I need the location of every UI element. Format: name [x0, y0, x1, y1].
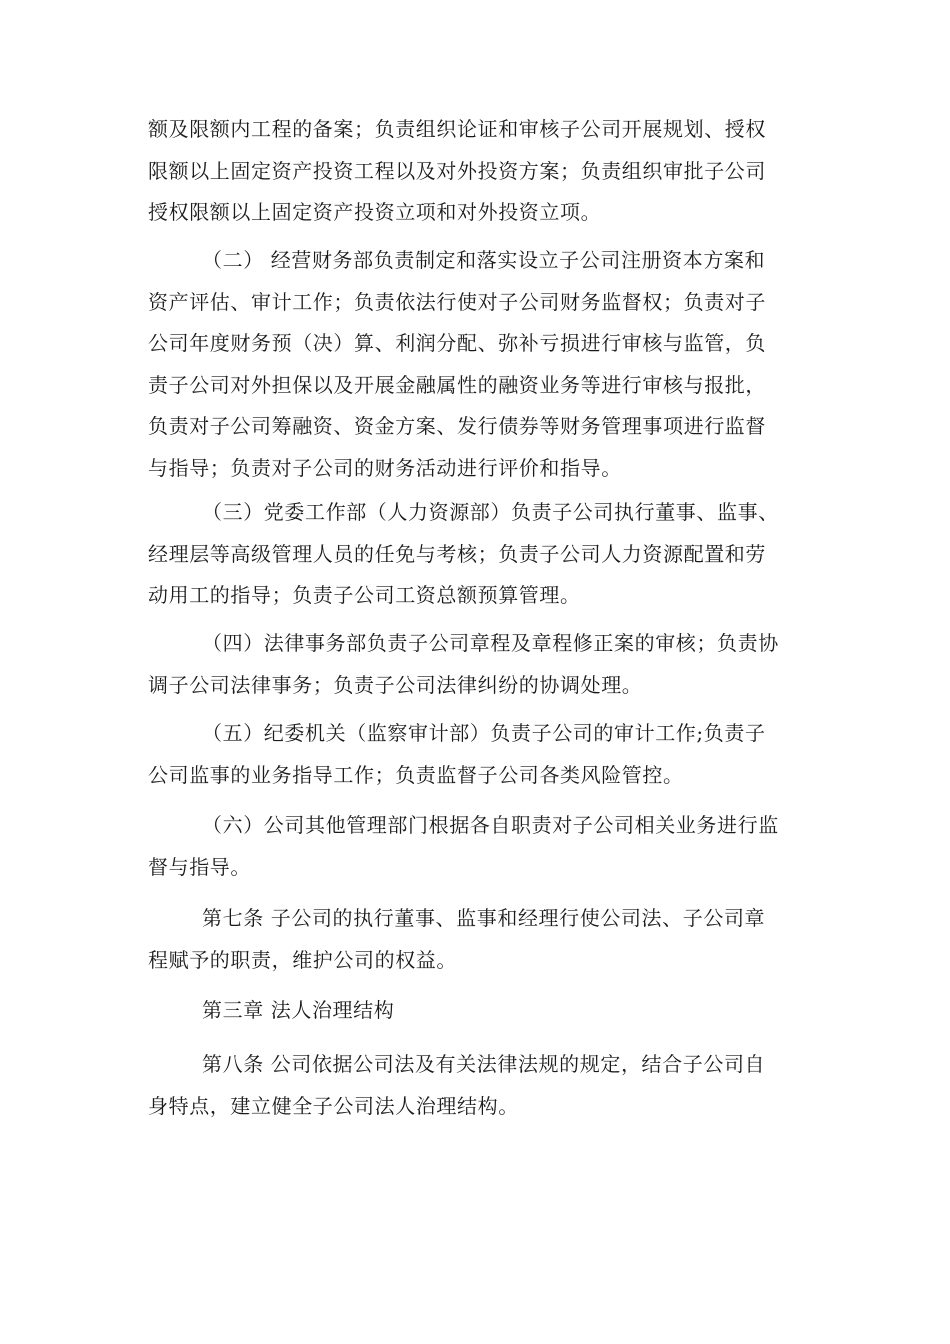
text-line: 督与指导。: [148, 854, 251, 879]
paragraph-finance-dept: [148, 240, 808, 489]
text-line: 限额以上固定资产投资工程以及对外投资方案；负责组织审批子公司: [148, 158, 766, 183]
text-line: （六）公司其他管理部门根据各自职责对子公司相关业务进行监: [202, 813, 779, 837]
text-line: （四）法律事务部负责子公司章程及章程修正案的审核；负责协: [202, 631, 779, 655]
article-8: [148, 1044, 808, 1127]
text-line: 额及限额内工程的备案；负责组织论证和审核子公司开展规划、授权: [148, 117, 766, 141]
paragraph-hr-dept: [148, 492, 808, 617]
text-line: 动用工的指导；负责子公司工资总额预算管理。: [148, 583, 581, 607]
text-line: （五）纪委机关（监察审计部）负责子公司的审计工作;负责子: [202, 721, 766, 745]
text-line: 身特点，建立健全子公司法人治理结构。: [148, 1093, 519, 1118]
article-7: [148, 898, 808, 981]
text-line: 第七条 子公司的执行董事、监事和经理行使公司法、子公司章: [202, 906, 766, 930]
paragraph-other-depts: [148, 805, 808, 888]
text-line: 授权限额以上固定资产投资立项和对外投资立项。: [148, 200, 602, 224]
text-line: 程赋予的职责，维护公司的权益。: [148, 947, 457, 972]
text-line: （二） 经营财务部负责制定和落实设立子公司注册资本方案和: [202, 248, 766, 272]
text-line: 责子公司对外担保以及开展金融属性的融资业务等进行审核与报批，: [148, 372, 766, 397]
paragraph-investment-approval: [148, 109, 808, 234]
paragraph-discipline-dept: [148, 713, 808, 796]
text-line: 资产评估、审计工作；负责依法行使对子公司财务监督权；负责对子: [148, 289, 766, 314]
paragraph-legal-dept: [148, 623, 808, 706]
text-line: 经理层等高级管理人员的任免与考核；负责子公司人力资源配置和劳: [148, 541, 766, 566]
text-line: 第八条 公司依据公司法及有关法律法规的规定，结合子公司自: [202, 1052, 766, 1076]
text-line: 第三章 法人治理结构: [202, 998, 395, 1022]
text-line: 与指导；负责对子公司的财务活动进行评价和指导。: [148, 455, 622, 480]
text-line: 调子公司法律事务；负责子公司法律纠纷的协调处理。: [148, 672, 643, 697]
text-line: 公司监事的业务指导工作；负责监督子公司各类风险管控。: [148, 762, 684, 787]
text-line: 公司年度财务预（决）算、利润分配、弥补亏损进行审核与监管，负: [148, 331, 766, 355]
text-line: 负责对子公司筹融资、资金方案、发行债券等财务管理事项进行监督: [148, 414, 766, 438]
text-line: （三）党委工作部（人力资源部）负责子公司执行董事、监事、: [202, 500, 779, 524]
chapter-3-heading: [148, 990, 808, 1032]
